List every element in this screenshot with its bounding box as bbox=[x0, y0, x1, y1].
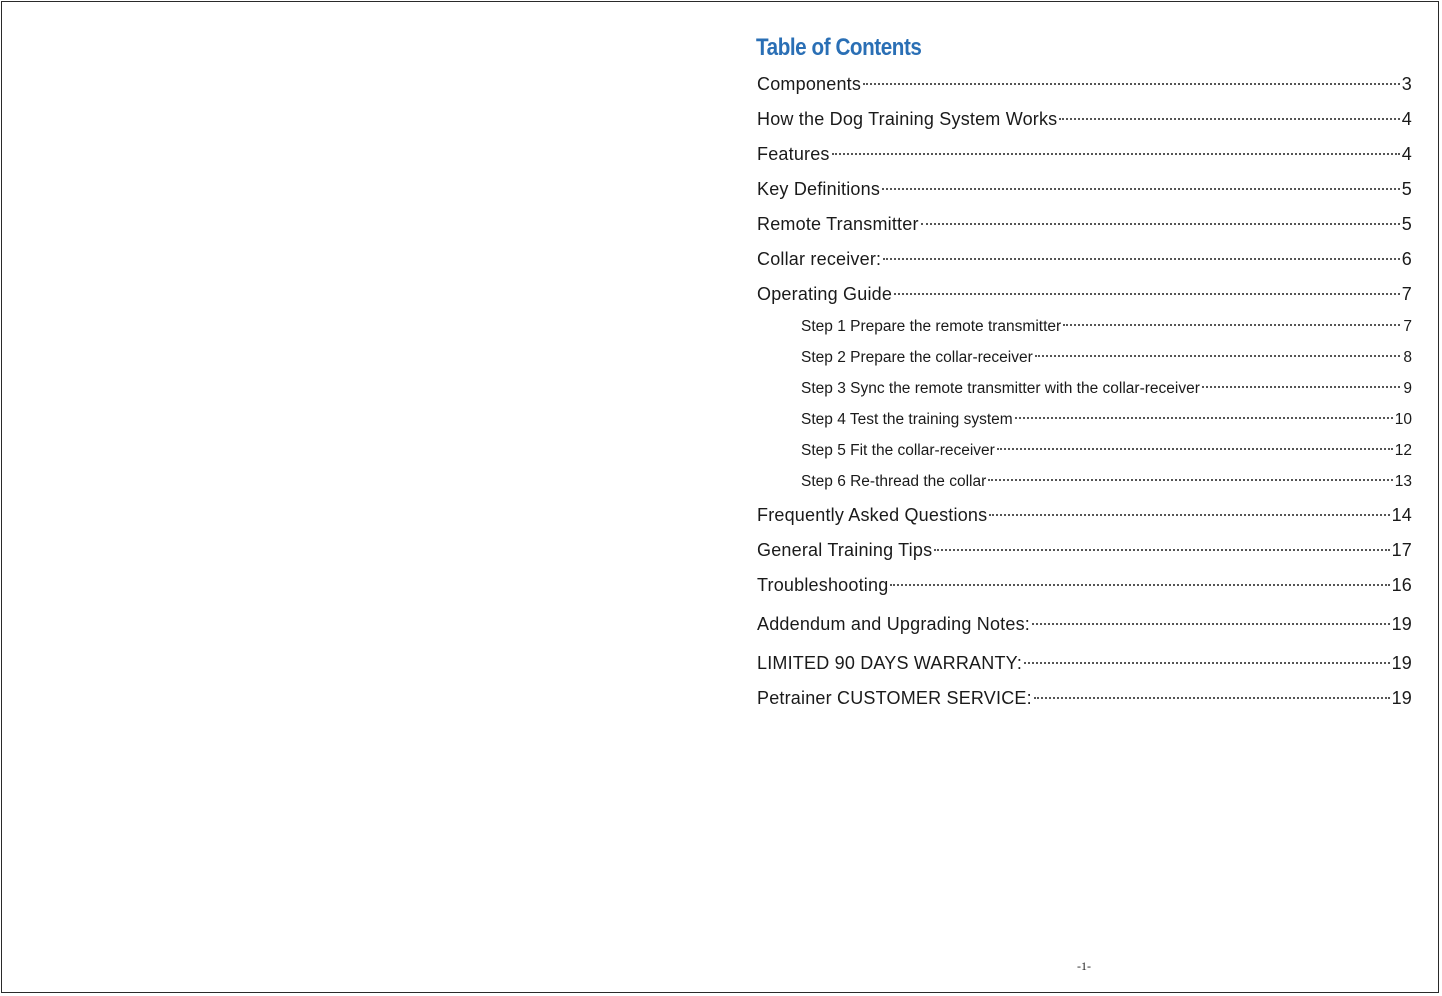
toc-entry-page: 16 bbox=[1391, 575, 1412, 595]
toc-entry bbox=[755, 610, 1412, 645]
toc-subentry bbox=[755, 439, 1412, 470]
dot-leader bbox=[989, 514, 1389, 516]
toc-entry-label: General Training Tips bbox=[757, 540, 933, 560]
toc-entry-page: 17 bbox=[1391, 540, 1412, 560]
toc-entry-label: Collar receiver: bbox=[757, 249, 882, 269]
dot-leader bbox=[1035, 355, 1400, 357]
toc-subentry bbox=[755, 408, 1412, 439]
toc-entry-page: 19 bbox=[1391, 688, 1412, 708]
toc-entry-page: 8 bbox=[1403, 349, 1412, 366]
toc-entry-page: 14 bbox=[1391, 505, 1412, 525]
toc-entry-page: 10 bbox=[1394, 411, 1412, 428]
dot-leader bbox=[1034, 697, 1390, 699]
toc-entry-page: 5 bbox=[1401, 179, 1412, 199]
dot-leader bbox=[1059, 118, 1399, 120]
blank-left-page bbox=[2, 2, 722, 992]
dot-leader bbox=[894, 293, 1400, 295]
toc-entry-label: Key Definitions bbox=[757, 179, 881, 199]
dot-leader bbox=[1032, 623, 1390, 625]
toc-entry-label: Features bbox=[757, 144, 830, 164]
dot-leader bbox=[863, 83, 1400, 85]
toc-entry-page: 19 bbox=[1391, 653, 1412, 673]
dot-leader bbox=[883, 258, 1400, 260]
toc-entry bbox=[755, 536, 1412, 571]
page-number: -1- bbox=[1077, 959, 1091, 973]
toc-entry bbox=[755, 649, 1412, 684]
toc-entry-label: Components bbox=[757, 74, 862, 94]
toc-entry-page: 3 bbox=[1401, 74, 1412, 94]
toc-entry-page: 7 bbox=[1403, 318, 1412, 335]
dot-leader bbox=[1015, 417, 1393, 419]
toc-entry-label: Petrainer CUSTOMER SERVICE: bbox=[757, 688, 1032, 708]
toc-entry-page: 7 bbox=[1401, 284, 1412, 304]
toc-list bbox=[755, 70, 1412, 719]
toc-entry-label: Step 4 Test the training system bbox=[801, 411, 1013, 428]
toc-entry bbox=[755, 175, 1412, 210]
toc-entry-label: Remote Transmitter bbox=[757, 214, 919, 234]
toc-entry-label: Step 3 Sync the remote transmitter with the collar-receiver bbox=[801, 380, 1200, 397]
toc-subentry bbox=[755, 470, 1412, 501]
dot-leader bbox=[1024, 662, 1390, 664]
dot-leader bbox=[934, 549, 1389, 551]
dot-leader bbox=[832, 153, 1400, 155]
toc-entry-label: Operating Guide bbox=[757, 284, 893, 304]
toc-entry bbox=[755, 245, 1412, 280]
toc-entry-page: 5 bbox=[1401, 214, 1412, 234]
dot-leader bbox=[921, 223, 1400, 225]
toc-title: Table of Contents bbox=[756, 34, 922, 61]
toc-subentry bbox=[755, 377, 1412, 408]
toc-entry-page: 19 bbox=[1391, 614, 1412, 634]
toc-entry-label: Addendum and Upgrading Notes: bbox=[757, 614, 1030, 634]
toc-entry-label: Step 5 Fit the collar-receiver bbox=[801, 442, 995, 459]
toc-entry bbox=[755, 280, 1412, 315]
toc-subentry bbox=[755, 346, 1412, 377]
toc-entry-page: 4 bbox=[1401, 144, 1412, 164]
dot-leader bbox=[1063, 324, 1400, 326]
toc-entry bbox=[755, 684, 1412, 719]
dot-leader bbox=[1202, 386, 1400, 388]
toc-entry-label: Step 6 Re-thread the collar bbox=[801, 473, 987, 490]
toc-entry-page: 6 bbox=[1401, 249, 1412, 269]
toc-entry bbox=[755, 70, 1412, 105]
dot-leader bbox=[988, 479, 1393, 481]
toc-entry-page: 9 bbox=[1403, 380, 1412, 397]
toc-entry bbox=[755, 210, 1412, 245]
toc-entry bbox=[755, 501, 1412, 536]
toc-entry-label: Step 1 Prepare the remote transmitter bbox=[801, 318, 1062, 335]
table-of-contents bbox=[755, 32, 1412, 719]
toc-subentry bbox=[755, 315, 1412, 346]
toc-entry bbox=[755, 140, 1412, 175]
toc-entry-page: 13 bbox=[1394, 473, 1412, 490]
toc-entry-page: 4 bbox=[1401, 109, 1412, 129]
toc-entry-label: LIMITED 90 DAYS WARRANTY: bbox=[757, 653, 1023, 673]
toc-entry bbox=[755, 105, 1412, 140]
toc-entry-label: Frequently Asked Questions bbox=[757, 505, 988, 525]
document-spread bbox=[1, 1, 1439, 993]
toc-entry-label: Step 2 Prepare the collar-receiver bbox=[801, 349, 1033, 366]
dot-leader bbox=[882, 188, 1400, 190]
dot-leader bbox=[890, 584, 1389, 586]
toc-entry-label: How the Dog Training System Works bbox=[757, 109, 1058, 129]
toc-entry-page: 12 bbox=[1394, 442, 1412, 459]
dot-leader bbox=[997, 448, 1393, 450]
toc-entry-label: Troubleshooting bbox=[757, 575, 889, 595]
toc-entry bbox=[755, 571, 1412, 606]
